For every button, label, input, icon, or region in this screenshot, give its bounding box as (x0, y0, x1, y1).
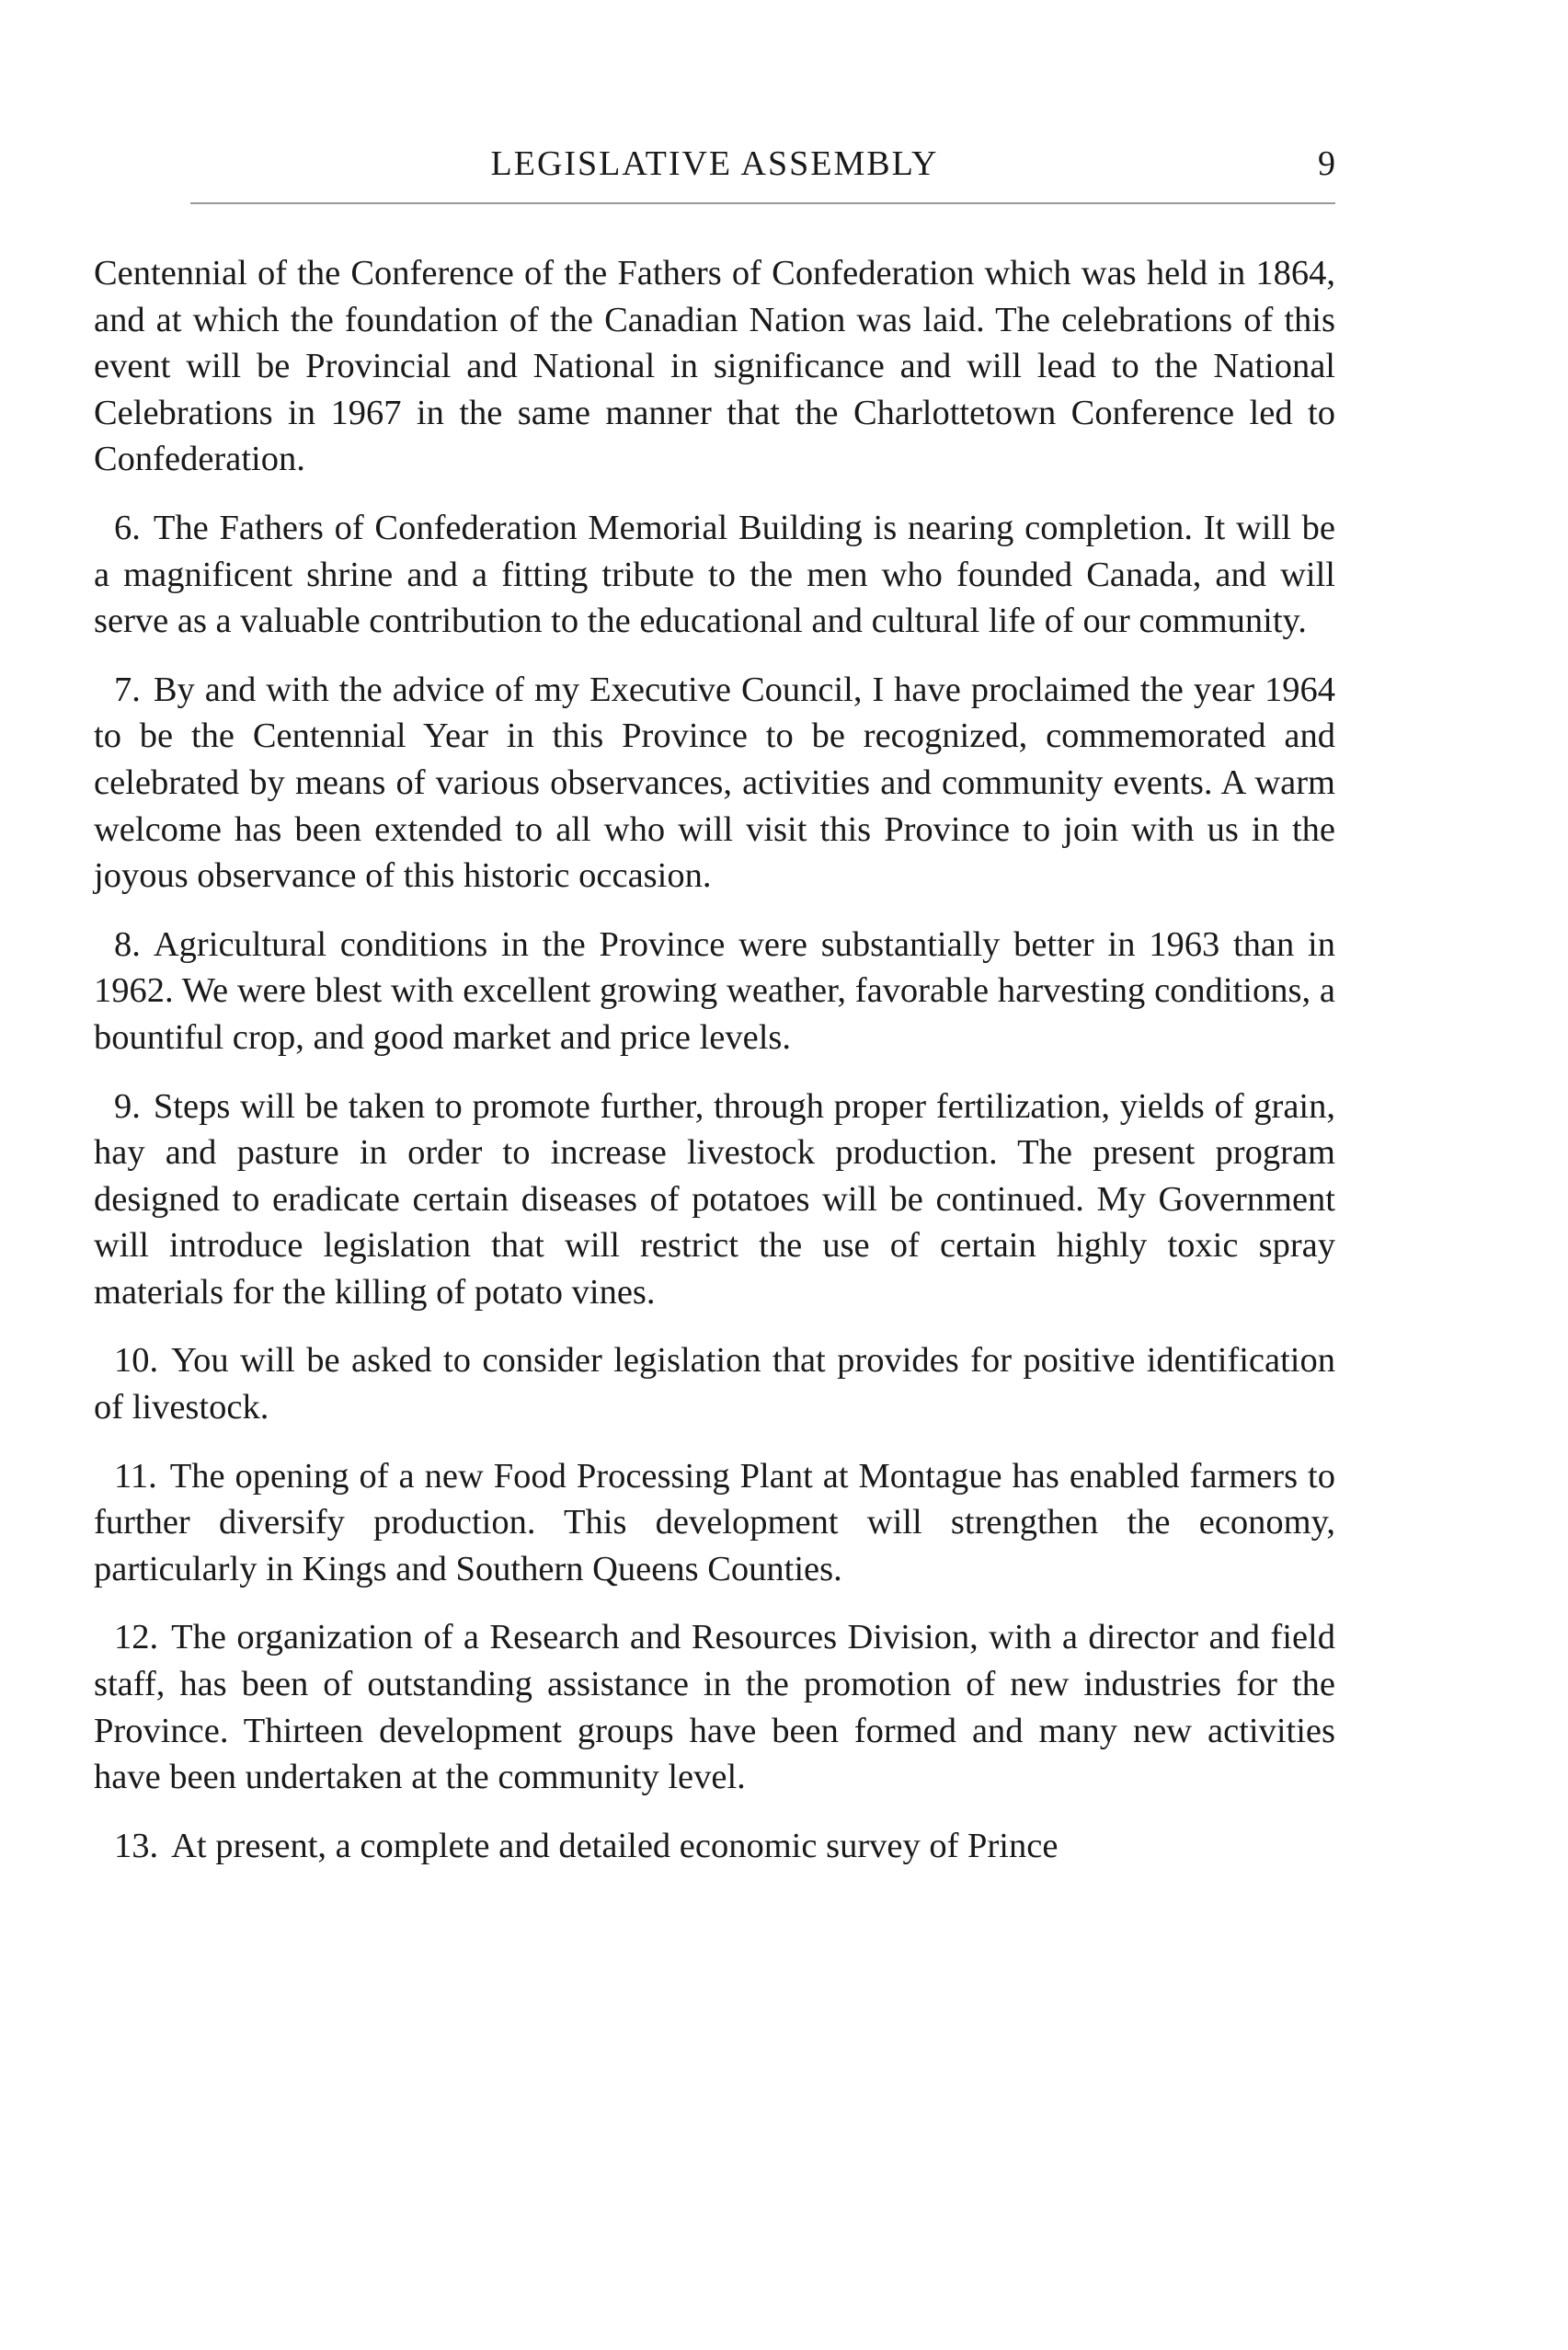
page-header (94, 136, 1335, 191)
paragraph-text: The opening of a new Food Processing Plant at Montague has enabled farmers to further diversify production. This development will strengthen the economy, particularly in Kings and Southern Queens Counties. (94, 1456, 1335, 1588)
running-title: LEGISLATIVE ASSEMBLY (490, 144, 939, 183)
paragraph-10 (94, 1337, 1335, 1430)
paragraph-number: 9. (114, 1086, 141, 1126)
paragraph-number: 8. (114, 924, 141, 964)
paragraph-7 (94, 667, 1335, 900)
paragraph-text: The organization of a Research and Resources Division, with a director and field staff, has been of outstanding assistance in the promotion of new industries for the Province. Thirteen development groups have been formed and many new activities have been undertaken at the community level. (94, 1618, 1335, 1797)
paragraph-number: 7. (114, 670, 141, 709)
paragraph-text: At present, a complete and detailed economic survey of Prince (171, 1826, 1059, 1865)
header-rule (190, 202, 1335, 204)
paragraph-continued (94, 250, 1335, 483)
paragraph-6 (94, 505, 1335, 645)
paragraph-text: Agricultural conditions in the Province were substantially better in 1963 than in 1962. We were blest with excellent growing weather, favorable harvesting conditions, a bountiful crop, and good market and price levels. (94, 924, 1335, 1057)
paragraph-text: The Fathers of Confederation Memorial Building is nearing completion. It will be a magnificent shrine and a fitting tribute to the men who founded Canada, and will serve as a valuable contribution to the educational and cultural life of our community. (94, 508, 1335, 641)
paragraph-number: 11. (114, 1456, 157, 1496)
paragraph-number: 6. (114, 508, 141, 547)
paragraph-11 (94, 1453, 1335, 1593)
page-body (94, 250, 1335, 1891)
paragraph-9 (94, 1083, 1335, 1316)
paragraph-text: You will be asked to consider legislation that provides for positive identification of livestock. (94, 1341, 1335, 1427)
paragraph-13 (94, 1823, 1335, 1870)
paragraph-12 (94, 1614, 1335, 1800)
paragraph-text: Steps will be taken to promote further, through proper fertilization, yields of grain, hay and pasture in order to increase livestock production. The present program designed to eradicate certain diseases of potatoes will be continued. My Government will introduce legislation that will restrict the use of certain highly toxic spray materials for the killing of potato vines. (94, 1086, 1335, 1312)
paragraph-8 (94, 922, 1335, 1061)
paragraph-text: Centennial of the Conference of the Fathers of Confederation which was held in 1864, and at which the foundation of the Canadian Nation was laid. The celebrations of this event will be Provincial and National in significance and will lead to the National Celebrations in 1967 in the same manner that the Charlottetown Conference led to Confederation. (94, 254, 1335, 479)
paragraph-number: 12. (114, 1618, 159, 1657)
paragraph-number: 13. (114, 1826, 159, 1865)
paragraph-number: 10. (114, 1341, 159, 1381)
page-number: 9 (1318, 144, 1335, 183)
paragraph-text: By and with the advice of my Executive Council, I have proclaimed the year 1964 to be the Centennial Year in this Province to be recognized, commemorated and celebrated by means of various observances, activities and community events. A warm welcome has been extended to all who will visit this Province to join with us in the joyous observance of this historic occasion. (94, 670, 1335, 896)
